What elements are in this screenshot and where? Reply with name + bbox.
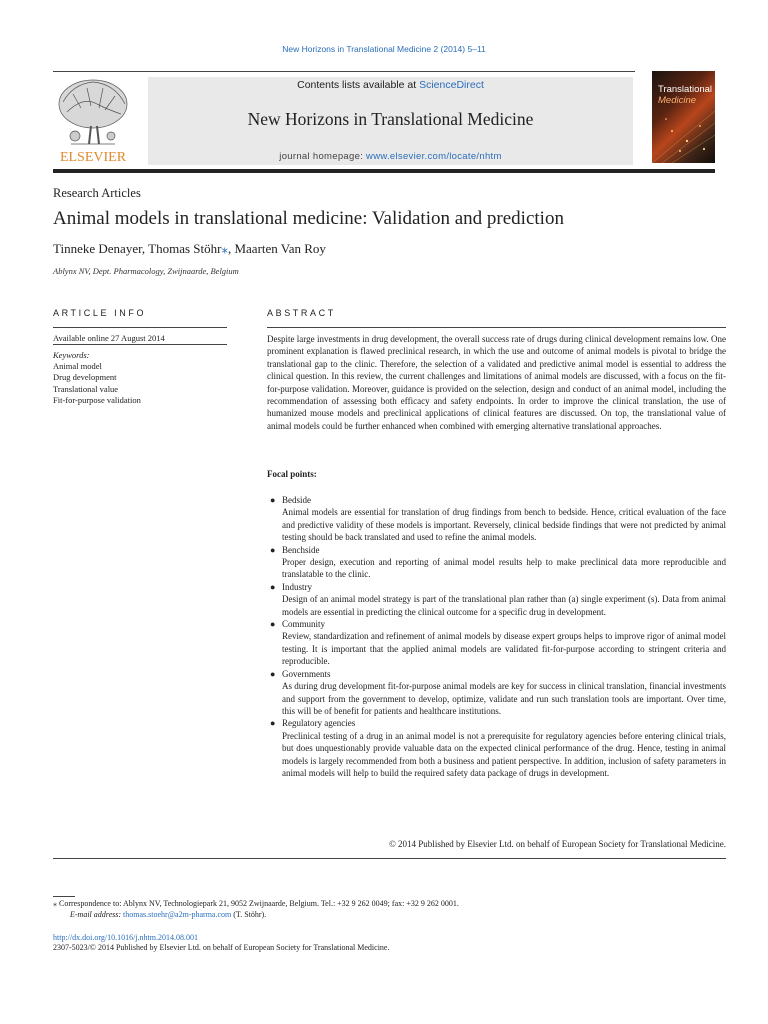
keyword-item: Drug development bbox=[53, 372, 117, 383]
focal-point-title: Bedside bbox=[282, 495, 311, 505]
keywords-label: Keywords: bbox=[53, 350, 90, 360]
email-suffix: (T. Stöhr). bbox=[231, 910, 267, 919]
cover-title-line1: Translational bbox=[658, 84, 713, 95]
header-rule bbox=[53, 71, 635, 72]
cover-title-line2: Medicine bbox=[658, 95, 697, 106]
footnote-rule bbox=[53, 896, 75, 897]
elsevier-tree-icon bbox=[53, 74, 133, 164]
journal-cover[interactable] bbox=[652, 71, 715, 163]
abstract-text: Despite large investments in drug development, the overall success rate of drugs during clinical development remains low. One prominent explanation is flawed preclinical research, in which the use and outcome of animal models is pivotal to bridge the translational gap to the clinic. Therefore, the selection of a validated and predictive animal model is essential to address the clinical question. In this review, the current challenges and limitations of animal models are discussed, with a focus on the fit-for-purpose validation. Moreover, guidance is provided on the selection, design and conduct of an animal model, including the recommendation of assessing both efficacy and safety endpoints. In order to improve the clinical translation, the use of humanized mouse models and preclinical applications of clinical features are discussed. On top, the translational value of animal models could be further enhanced when combined with emerging alternative translational approaches. bbox=[267, 334, 726, 431]
homepage-line bbox=[148, 151, 633, 162]
article-title: Animal models in translational medicine: Validation and prediction bbox=[53, 208, 564, 229]
focal-point-text: Review, standardization and refinement of animal models by disease expert groups helps to improve rigor of animal model testing. It is important that the applied animal models are validated fit-for-purpose according to stringent criteria and reproducible. bbox=[282, 631, 726, 667]
affiliation: Ablynx NV, Dept. Pharmacology, Zwijnaarde, Belgium bbox=[53, 266, 239, 276]
keyword-item: Animal model bbox=[53, 361, 102, 371]
available-online: Available online 27 August 2014 bbox=[53, 333, 165, 343]
sciencedirect-link[interactable]: ScienceDirect bbox=[419, 79, 484, 91]
elsevier-logo bbox=[53, 74, 133, 164]
focal-point-title: Governments bbox=[282, 668, 331, 679]
footnote-mark: ⁎ bbox=[53, 899, 57, 908]
focal-point-item bbox=[270, 618, 726, 668]
author-list bbox=[53, 241, 326, 257]
section-label: Research Articles bbox=[53, 186, 141, 200]
header-thick-rule bbox=[53, 169, 715, 173]
focal-point-item bbox=[270, 668, 726, 718]
elsevier-wordmark: ELSEVIER bbox=[59, 150, 127, 164]
focal-point-title: Industry bbox=[282, 581, 312, 592]
bullet-icon: ● bbox=[270, 668, 276, 679]
article-info-heading: ARTICLE INFO bbox=[53, 308, 147, 318]
keyword-item: Fit-for-purpose validation bbox=[53, 395, 141, 406]
focal-point-item bbox=[270, 544, 726, 581]
focal-point-text: Proper design, execution and reporting of animal model results help to make preclinical data more reproducible and translatable to the clinic. bbox=[282, 557, 726, 580]
correspondence-footnote bbox=[53, 899, 459, 908]
focal-point-item bbox=[270, 717, 726, 779]
contents-prefix: Contents lists available at bbox=[297, 79, 420, 91]
article-info-rule-2 bbox=[53, 344, 227, 345]
author-names-rest: , Maarten Van Roy bbox=[227, 241, 326, 256]
focal-point-text: Design of an animal model strategy is part of the translational plan rather than (a) single experiment (s). Data from animal models are essential in predicting the clinical outcome for a specific drug in development. bbox=[282, 594, 726, 617]
abstract-heading: ABSTRACT bbox=[267, 308, 336, 318]
keyword-item: Translational value bbox=[53, 383, 119, 394]
email-footnote bbox=[70, 910, 266, 919]
focal-point-title: Community bbox=[282, 619, 326, 630]
correspondence-text: Correspondence to: Ablynx NV, Technologiepark 21, 9052 Zwijnaarde, Belgium. Tel.: +32 9 262 0049; fax: +32 9 262 0001. bbox=[59, 899, 459, 908]
homepage-link[interactable]: www.elsevier.com/locate/nhtm bbox=[366, 151, 502, 162]
focal-points-heading: Focal points: bbox=[267, 469, 317, 479]
copyright-notice: © 2014 Published by Elsevier Ltd. on behalf of European Society for Translational Medicine. bbox=[388, 839, 726, 849]
correspondence-mark-link[interactable]: ⁎ bbox=[221, 241, 228, 256]
bullet-icon: ● bbox=[270, 544, 276, 555]
abstract-bottom-rule bbox=[53, 858, 726, 859]
issn-line: 2307-5023/© 2014 Published by Elsevier Ltd. on behalf of European Society for Translational Medicine. bbox=[53, 943, 390, 952]
contents-line bbox=[148, 79, 633, 91]
journal-citation-link[interactable]: New Horizons in Translational Medicine 2 (2014) 5–11 bbox=[282, 44, 486, 54]
focal-point-title: Regulatory agencies bbox=[282, 718, 356, 729]
focal-point-item bbox=[270, 581, 726, 618]
homepage-prefix: journal homepage: bbox=[279, 151, 367, 162]
journal-title: New Horizons in Translational Medicine bbox=[247, 109, 534, 129]
email-link[interactable]: thomas.stoehr@a2m-pharma.com bbox=[123, 910, 232, 919]
focal-points-list bbox=[270, 494, 726, 779]
author-names: Tinneke Denayer, Thomas Stöhr bbox=[53, 241, 222, 256]
focal-point-item bbox=[270, 494, 726, 544]
focal-point-title: Benchside bbox=[282, 544, 320, 555]
focal-point-text: Animal models are essential for translation of drug findings from bench to bedside. Hence, critical evaluation of the face and predictive validity of these models is important. Reversely, clinical bedside findings that were not predicted by animal testing should be back translated and used to refine the animal models. bbox=[282, 507, 726, 543]
focal-point-text: As during drug development fit-for-purpose animal models are key for success in clinical translation, financial investments and support from the government to develop, optimize, validate and run such translation tools are important. Over time, this will be of benefit for patients and healthcare institutions. bbox=[282, 681, 726, 716]
bullet-icon: ● bbox=[270, 619, 276, 630]
bullet-icon: ● bbox=[270, 718, 276, 729]
bullet-icon: ● bbox=[270, 581, 276, 592]
keywords-list bbox=[53, 361, 141, 407]
article-info-rule bbox=[53, 327, 227, 328]
email-label: E-mail address: bbox=[70, 910, 124, 919]
abstract-rule bbox=[267, 327, 726, 328]
bullet-icon: ● bbox=[270, 495, 276, 505]
focal-point-text: Preclinical testing of a drug in an animal model is not a prerequisite for regulatory agencies before entering clinical trials, but does unquestionably provide valuable data on the expected clinical performance of the drug. Hence, testing in animal models is largely recommended from both a business and patient perspective. In addition, inclusion of safety parameters in animal models will help to build the required safety data package of drugs in development. bbox=[282, 730, 726, 778]
doi-link[interactable]: http://dx.doi.org/10.1016/j.nhtm.2014.08.001 bbox=[53, 933, 198, 942]
